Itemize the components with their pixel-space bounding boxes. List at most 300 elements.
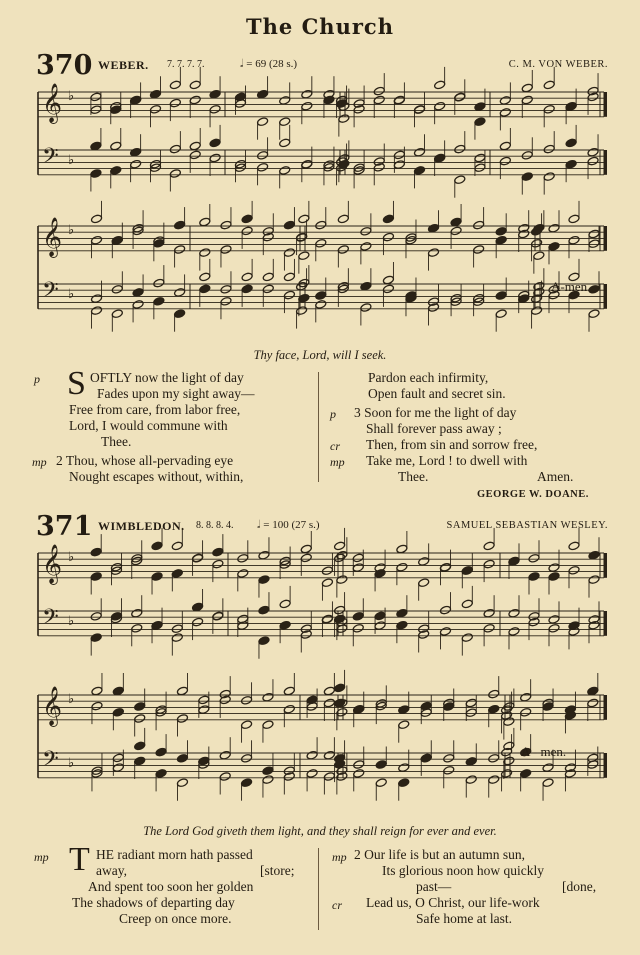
note-head xyxy=(153,278,165,288)
treble-clef: 𝄞 xyxy=(42,544,63,584)
note-head xyxy=(90,141,102,151)
note-head xyxy=(306,750,318,760)
note-head xyxy=(169,80,181,90)
note-head xyxy=(461,565,473,575)
note-head xyxy=(176,778,188,788)
note-head xyxy=(262,272,274,282)
note-head xyxy=(110,141,122,151)
final-barline xyxy=(604,553,607,578)
note-head xyxy=(503,741,515,751)
note-head xyxy=(439,605,451,615)
note-head xyxy=(360,303,372,313)
note-head xyxy=(495,291,507,301)
verse-line: Fades upon my sight away— xyxy=(97,386,255,401)
final-barline xyxy=(604,150,607,175)
note-head xyxy=(434,80,446,90)
note-head xyxy=(360,226,372,236)
note-head xyxy=(189,141,201,151)
note-head xyxy=(520,692,532,702)
note-head xyxy=(171,633,183,643)
verse-line: Shall forever pass away ; xyxy=(366,421,502,436)
note-head xyxy=(132,288,144,298)
note-head xyxy=(134,714,146,724)
dynamic-mark: mp xyxy=(34,850,49,864)
hymn-371-score xyxy=(0,500,640,830)
dynamic-mark: p xyxy=(330,407,336,421)
note-head xyxy=(90,572,102,582)
note-head xyxy=(90,169,102,179)
final-barline xyxy=(604,695,607,720)
note-head xyxy=(199,248,211,258)
note-head xyxy=(382,232,394,242)
note-head xyxy=(241,226,253,236)
note-head xyxy=(521,95,533,105)
note-head xyxy=(465,698,477,708)
note-head xyxy=(258,550,270,560)
note-head xyxy=(91,686,103,696)
note-head xyxy=(413,147,425,157)
note-head xyxy=(543,80,555,90)
note-head xyxy=(257,89,269,99)
note-head xyxy=(375,778,387,788)
note-head xyxy=(301,89,313,99)
note-head xyxy=(520,769,532,779)
note-head xyxy=(134,756,146,766)
dynamic-mark: mp xyxy=(32,455,47,469)
note-head xyxy=(483,623,495,633)
note-head xyxy=(90,633,102,643)
note-head xyxy=(521,172,533,182)
hymn-author: GEORGE W. DOANE. xyxy=(477,489,589,500)
note-head xyxy=(499,96,511,106)
note-head xyxy=(241,695,253,705)
note-head xyxy=(283,704,295,714)
note-head xyxy=(209,104,221,114)
verse-line: Lord, I would commune with xyxy=(69,418,228,433)
note-head xyxy=(283,248,295,258)
note-head xyxy=(209,138,221,148)
note-head xyxy=(171,624,183,634)
note-head xyxy=(279,138,291,148)
note-head xyxy=(169,144,181,154)
note-head xyxy=(434,101,446,111)
note-head xyxy=(199,272,211,282)
note-head xyxy=(373,86,385,96)
note-head xyxy=(396,608,408,618)
note-head xyxy=(587,698,599,708)
note-head xyxy=(508,556,520,566)
note-head xyxy=(112,753,124,763)
note-head xyxy=(465,775,477,785)
note-head xyxy=(439,627,451,637)
composer: SAMUEL SEBASTIAN WESLEY. xyxy=(446,520,608,531)
verse-line: [store; xyxy=(260,863,295,878)
note-head xyxy=(334,605,346,615)
note-head xyxy=(488,689,500,699)
amen-label: A - men. xyxy=(521,744,567,759)
note-head xyxy=(420,753,432,763)
column-divider xyxy=(318,848,319,930)
note-head xyxy=(565,138,577,148)
column-divider xyxy=(318,372,319,482)
note-head xyxy=(374,611,386,621)
note-head xyxy=(90,611,102,621)
note-head xyxy=(474,117,486,127)
note-head xyxy=(91,235,103,245)
flat-key-signature: ♭ xyxy=(68,89,75,104)
final-barline xyxy=(604,284,607,309)
note-head xyxy=(91,294,103,304)
meter: 7. 7. 7. 7. xyxy=(167,59,205,70)
note-head xyxy=(337,214,349,224)
note-head xyxy=(588,550,600,560)
verse-line: away, xyxy=(96,863,127,878)
note-head xyxy=(323,698,335,708)
note-head xyxy=(174,288,186,298)
note-head xyxy=(528,572,540,582)
flat-key-signature: ♭ xyxy=(68,756,75,771)
note-head xyxy=(131,623,143,633)
verse-line: past— xyxy=(416,879,452,894)
note-head xyxy=(488,775,500,785)
note-head xyxy=(587,156,599,166)
note-head xyxy=(91,306,103,316)
note-head xyxy=(220,296,232,306)
dynamic-mark: cr xyxy=(332,898,342,912)
note-head xyxy=(112,763,124,773)
note-head xyxy=(209,153,221,163)
note-head xyxy=(352,553,364,563)
note-head xyxy=(110,166,122,176)
note-head xyxy=(374,621,386,631)
note-head xyxy=(542,763,554,773)
note-head xyxy=(461,633,473,643)
composer: C. M. VON WEBER. xyxy=(508,59,608,70)
verse-line: Thee. xyxy=(398,469,429,484)
note-head xyxy=(542,778,554,788)
note-head xyxy=(373,95,385,105)
note-head xyxy=(296,306,308,316)
verse-line: [done, xyxy=(562,879,597,894)
note-head xyxy=(189,95,201,105)
note-head xyxy=(461,599,473,609)
note-head xyxy=(321,566,333,576)
note-head xyxy=(134,702,146,712)
note-head xyxy=(450,217,462,227)
dynamic-mark: cr xyxy=(330,439,340,453)
note-head xyxy=(257,162,269,172)
dynamic-mark: mp xyxy=(330,455,345,469)
note-head xyxy=(262,766,274,776)
note-head xyxy=(528,553,540,563)
note-head xyxy=(300,544,312,554)
note-head xyxy=(508,608,520,618)
flat-key-signature: ♭ xyxy=(68,614,75,629)
note-head xyxy=(443,765,455,775)
verse-line: The shadows of departing day xyxy=(72,895,235,910)
note-head xyxy=(474,153,486,163)
bass-clef: 𝄢 xyxy=(42,278,59,308)
note-head xyxy=(488,753,500,763)
verse-line: 2 Our life is but an autumn sun, xyxy=(354,847,525,862)
note-head xyxy=(396,620,408,630)
flat-key-signature: ♭ xyxy=(68,550,75,565)
note-head xyxy=(174,309,186,319)
note-head xyxy=(315,238,327,248)
note-head xyxy=(353,769,365,779)
note-head xyxy=(396,544,408,554)
tempo-mark: 𝅗𝅥 = 69 (28 s.) xyxy=(240,58,298,70)
note-head xyxy=(337,245,349,255)
note-head xyxy=(219,772,231,782)
note-head xyxy=(241,720,253,730)
note-head xyxy=(153,296,165,306)
note-head xyxy=(360,242,372,252)
note-head xyxy=(171,569,183,579)
note-head xyxy=(241,753,253,763)
note-head xyxy=(488,704,500,714)
note-head xyxy=(398,705,410,715)
note-head xyxy=(198,756,210,766)
note-head xyxy=(501,769,513,779)
note-head xyxy=(353,760,365,770)
note-head xyxy=(171,541,183,551)
note-head xyxy=(91,701,103,711)
note-head xyxy=(474,102,486,112)
note-head xyxy=(495,235,507,245)
note-head xyxy=(398,778,410,788)
note-head xyxy=(521,83,533,93)
note-head xyxy=(169,98,181,108)
note-head xyxy=(499,156,511,166)
note-head xyxy=(130,147,142,157)
note-head xyxy=(418,578,430,588)
treble-clef: 𝄞 xyxy=(42,217,63,257)
note-head xyxy=(298,214,310,224)
bass-clef: 𝄢 xyxy=(42,144,59,174)
verse-line: Nought escapes without, within, xyxy=(69,469,244,484)
flat-key-signature: ♭ xyxy=(68,223,75,238)
note-head xyxy=(219,750,231,760)
hymn-number: 371 xyxy=(36,511,93,542)
flat-key-signature: ♭ xyxy=(68,153,75,168)
note-head xyxy=(212,559,224,569)
verse-line: 2 Thou, whose all-pervading eye xyxy=(56,453,234,468)
note-head xyxy=(483,541,495,551)
note-head xyxy=(283,220,295,230)
note-head xyxy=(323,750,335,760)
verse-line: Lead us, O Christ, our life-work xyxy=(366,895,540,910)
note-head xyxy=(393,160,405,170)
note-head xyxy=(151,620,163,630)
note-head xyxy=(298,251,310,261)
note-head xyxy=(212,547,224,557)
note-head xyxy=(176,686,188,696)
note-head xyxy=(568,565,580,575)
note-head xyxy=(192,617,204,627)
note-head xyxy=(283,290,295,300)
note-head xyxy=(262,720,274,730)
treble-clef: 𝄞 xyxy=(42,686,63,726)
note-head xyxy=(262,775,274,785)
note-head xyxy=(533,251,545,261)
note-head xyxy=(428,248,440,258)
drop-cap: S xyxy=(67,365,86,402)
verse-line: And spent too soon her golden xyxy=(88,879,254,894)
note-head xyxy=(134,741,146,751)
note-head xyxy=(588,575,600,585)
note-head xyxy=(474,163,486,173)
note-head xyxy=(483,608,495,618)
note-head xyxy=(189,80,201,90)
note-head xyxy=(111,284,123,294)
note-head xyxy=(283,272,295,282)
verse-line: Free from care, from labor free, xyxy=(69,402,241,417)
note-head xyxy=(520,707,532,717)
verse-line: Its glorious noon how quickly xyxy=(382,863,544,878)
note-head xyxy=(300,553,312,563)
note-head xyxy=(531,306,543,316)
note-head xyxy=(279,96,291,106)
dynamic-mark: p xyxy=(34,372,40,386)
note-head xyxy=(257,150,269,160)
note-head xyxy=(151,572,163,582)
note-head xyxy=(176,714,188,724)
note-head xyxy=(315,291,327,301)
note-head xyxy=(192,602,204,612)
note-head xyxy=(428,223,440,233)
verse-line: Safe home at last. xyxy=(416,911,512,926)
final-barline xyxy=(604,753,607,778)
note-head xyxy=(548,242,560,252)
note-head xyxy=(398,763,410,773)
note-head xyxy=(588,229,600,239)
note-head xyxy=(198,705,210,715)
verse-line: Take me, Lord ! to dwell with xyxy=(366,453,528,468)
note-head xyxy=(543,172,555,182)
note-head xyxy=(241,272,253,282)
final-barline xyxy=(604,611,607,636)
note-head xyxy=(588,309,600,319)
note-head xyxy=(443,753,455,763)
verse-line: Then, from sin and sorrow free, xyxy=(366,437,538,452)
dynamic-mark: mp xyxy=(332,850,347,864)
note-head xyxy=(111,235,123,245)
verse-line: HE radiant morn hath passed xyxy=(96,847,253,862)
note-head xyxy=(454,175,466,185)
note-head xyxy=(155,747,167,757)
note-head xyxy=(90,105,102,115)
note-head xyxy=(321,578,333,588)
tune-name: WIMBLEDON. xyxy=(98,519,185,533)
note-head xyxy=(283,686,295,696)
note-head xyxy=(352,563,364,573)
verse-line: Amen. xyxy=(537,469,574,484)
note-head xyxy=(587,686,599,696)
hymn-caption: Thy face, Lord, will I seek. xyxy=(253,348,387,362)
note-head xyxy=(90,547,102,557)
note-head xyxy=(209,89,221,99)
note-head xyxy=(149,89,161,99)
note-head xyxy=(483,559,495,569)
note-head xyxy=(418,557,430,567)
note-head xyxy=(352,623,364,633)
note-head xyxy=(568,541,580,551)
bass-clef: 𝄢 xyxy=(42,605,59,635)
flat-key-signature: ♭ xyxy=(68,692,75,707)
note-head xyxy=(334,683,346,693)
note-head xyxy=(465,757,477,767)
note-head xyxy=(382,275,394,285)
note-head xyxy=(548,223,560,233)
note-head xyxy=(301,101,313,111)
note-head xyxy=(508,627,520,637)
note-head xyxy=(499,141,511,151)
note-head xyxy=(393,150,405,160)
note-head xyxy=(548,572,560,582)
verse-line: Pardon each infirmity, xyxy=(368,370,489,385)
note-head xyxy=(413,166,425,176)
note-head xyxy=(352,611,364,621)
note-head xyxy=(375,760,387,770)
note-head xyxy=(315,220,327,230)
note-head xyxy=(543,104,555,114)
note-head xyxy=(199,284,211,294)
hymn-number: 370 xyxy=(36,50,93,81)
note-head xyxy=(258,636,270,646)
note-head xyxy=(473,220,485,230)
bass-clef: 𝄢 xyxy=(42,747,59,777)
note-head xyxy=(91,214,103,224)
note-head xyxy=(565,101,577,111)
note-head xyxy=(220,245,232,255)
note-head xyxy=(568,214,580,224)
final-barline xyxy=(604,226,607,251)
note-head xyxy=(257,117,269,127)
amen-label: A-men. xyxy=(551,279,591,294)
note-head xyxy=(306,769,318,779)
note-head xyxy=(382,214,394,224)
treble-clef: 𝄞 xyxy=(42,83,63,123)
note-head xyxy=(237,569,249,579)
note-head xyxy=(473,245,485,255)
note-head xyxy=(587,147,599,157)
verse-line: OFTLY now the light of day xyxy=(90,370,244,385)
note-head xyxy=(465,708,477,718)
note-head xyxy=(174,245,186,255)
note-head xyxy=(130,159,142,169)
tempo-mark: 𝅗𝅥 = 100 (27 s.) xyxy=(257,519,320,531)
note-head xyxy=(279,117,291,127)
note-head xyxy=(155,769,167,779)
note-head xyxy=(112,686,124,696)
note-head xyxy=(382,284,394,294)
note-head xyxy=(323,686,335,696)
note-head xyxy=(548,615,560,625)
note-head xyxy=(262,692,274,702)
note-head xyxy=(169,169,181,179)
note-head xyxy=(241,778,253,788)
note-head xyxy=(262,284,274,294)
note-head xyxy=(131,608,143,618)
final-barline xyxy=(604,92,607,117)
note-head xyxy=(548,623,560,633)
note-head xyxy=(198,695,210,705)
verse-line: 3 Soon for me the light of day xyxy=(354,405,517,420)
flat-key-signature: ♭ xyxy=(68,287,75,302)
note-head xyxy=(90,92,102,102)
note-head xyxy=(495,309,507,319)
